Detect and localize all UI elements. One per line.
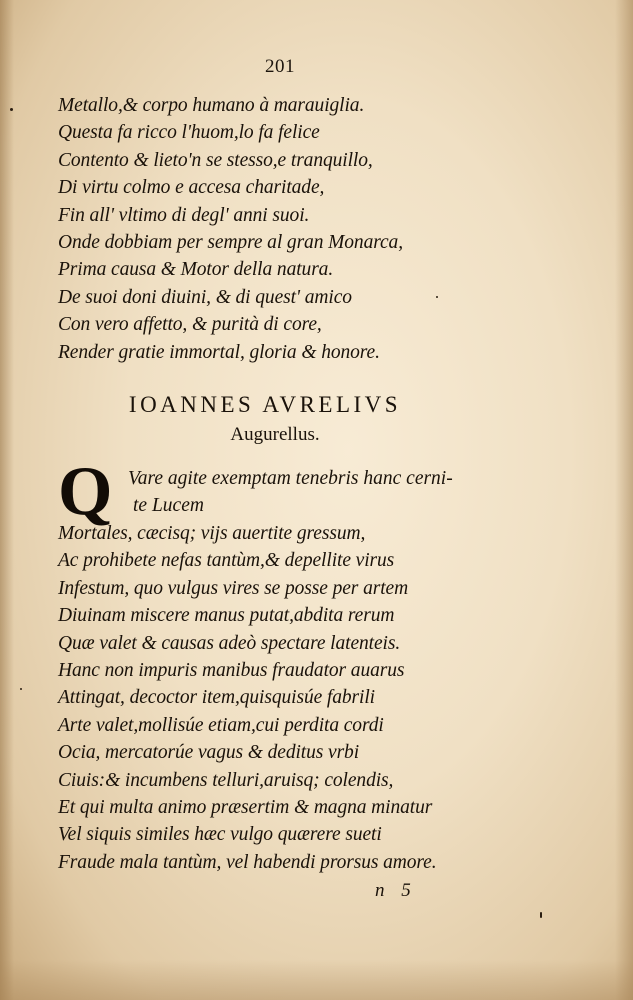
ink-speck	[20, 688, 22, 690]
stanza-line: Fin all' vltimo di degl' anni suoi.	[58, 204, 310, 226]
italian-stanza	[58, 92, 578, 366]
page-bottom-edge-shadow	[0, 960, 633, 1000]
ink-speck	[10, 108, 13, 111]
poem-line: Mortales, cæcisq; vijs auertite gressum,	[58, 523, 366, 544]
author-subheading: Augurellus.	[230, 424, 320, 445]
poem-line: Et qui multa animo præsertim & magna minatur	[58, 797, 433, 819]
ink-speck	[540, 912, 542, 918]
poem-first-line-continuation: te Lucem	[133, 495, 204, 516]
poem-first-line: Vare agite exemptam tenebris hanc cerni-	[128, 468, 453, 489]
page-left-edge-shadow	[0, 0, 14, 1000]
stanza-line: Questa fa ricco l'huom,lo fa felice	[58, 122, 320, 144]
poem-line: Diuinam miscere manus putat,abdita rerum	[58, 605, 395, 627]
stanza-line: Di virtu colmo e accesa charitade,	[58, 177, 325, 199]
poem-line: Quæ valet & causas adeò spectare latenteis.	[58, 632, 401, 654]
poem-line: Ciuis:& incumbens telluri,aruisq; colendis,	[58, 769, 394, 791]
page-right-edge-shadow	[615, 0, 633, 1000]
author-heading: IOANNES AVRELIVS	[128, 392, 402, 417]
stanza-line: De suoi doni diuini, & di quest' amico	[58, 286, 352, 308]
stanza-line: Render gratie immortal, gloria & honore.	[58, 341, 380, 363]
stanza-line: Metallo,& corpo humano à marauiglia.	[58, 95, 365, 116]
ink-speck	[436, 296, 438, 298]
drop-cap: Q	[58, 453, 113, 530]
latin-poem	[58, 520, 588, 876]
poem-line: Attingat, decoctor item,quisquisúe fabrili	[58, 687, 375, 709]
stanza-line: Onde dobbiam per sempre al gran Monarca,	[58, 232, 403, 254]
poem-line: Hanc non impuris manibus fraudator auarus	[58, 660, 405, 682]
stanza-line: Contento & lieto'n se stesso,e tranquillo,	[58, 149, 373, 171]
poem-line: Arte valet,mollisúe etiam,cui perdita cordi	[58, 714, 384, 736]
page-number: 201	[265, 56, 295, 77]
poem-line: Fraude mala tantùm, vel habendi prorsus amore.	[58, 851, 437, 873]
poem-line: Ocia, mercatorúe vagus & deditus vrbi	[58, 742, 360, 764]
poem-line: Infestum, quo vulgus vires se posse per artem	[58, 577, 409, 599]
stanza-line: Prima causa & Motor della natura.	[58, 259, 334, 281]
poem-line: Ac prohibete nefas tantùm,& depellite virus	[58, 550, 395, 572]
stanza-line: Con vero affetto, & purità di core,	[58, 314, 322, 336]
signature-mark: n 5	[375, 880, 417, 901]
poem-line: Vel siquis similes hæc vulgo quærere sueti	[58, 824, 382, 846]
